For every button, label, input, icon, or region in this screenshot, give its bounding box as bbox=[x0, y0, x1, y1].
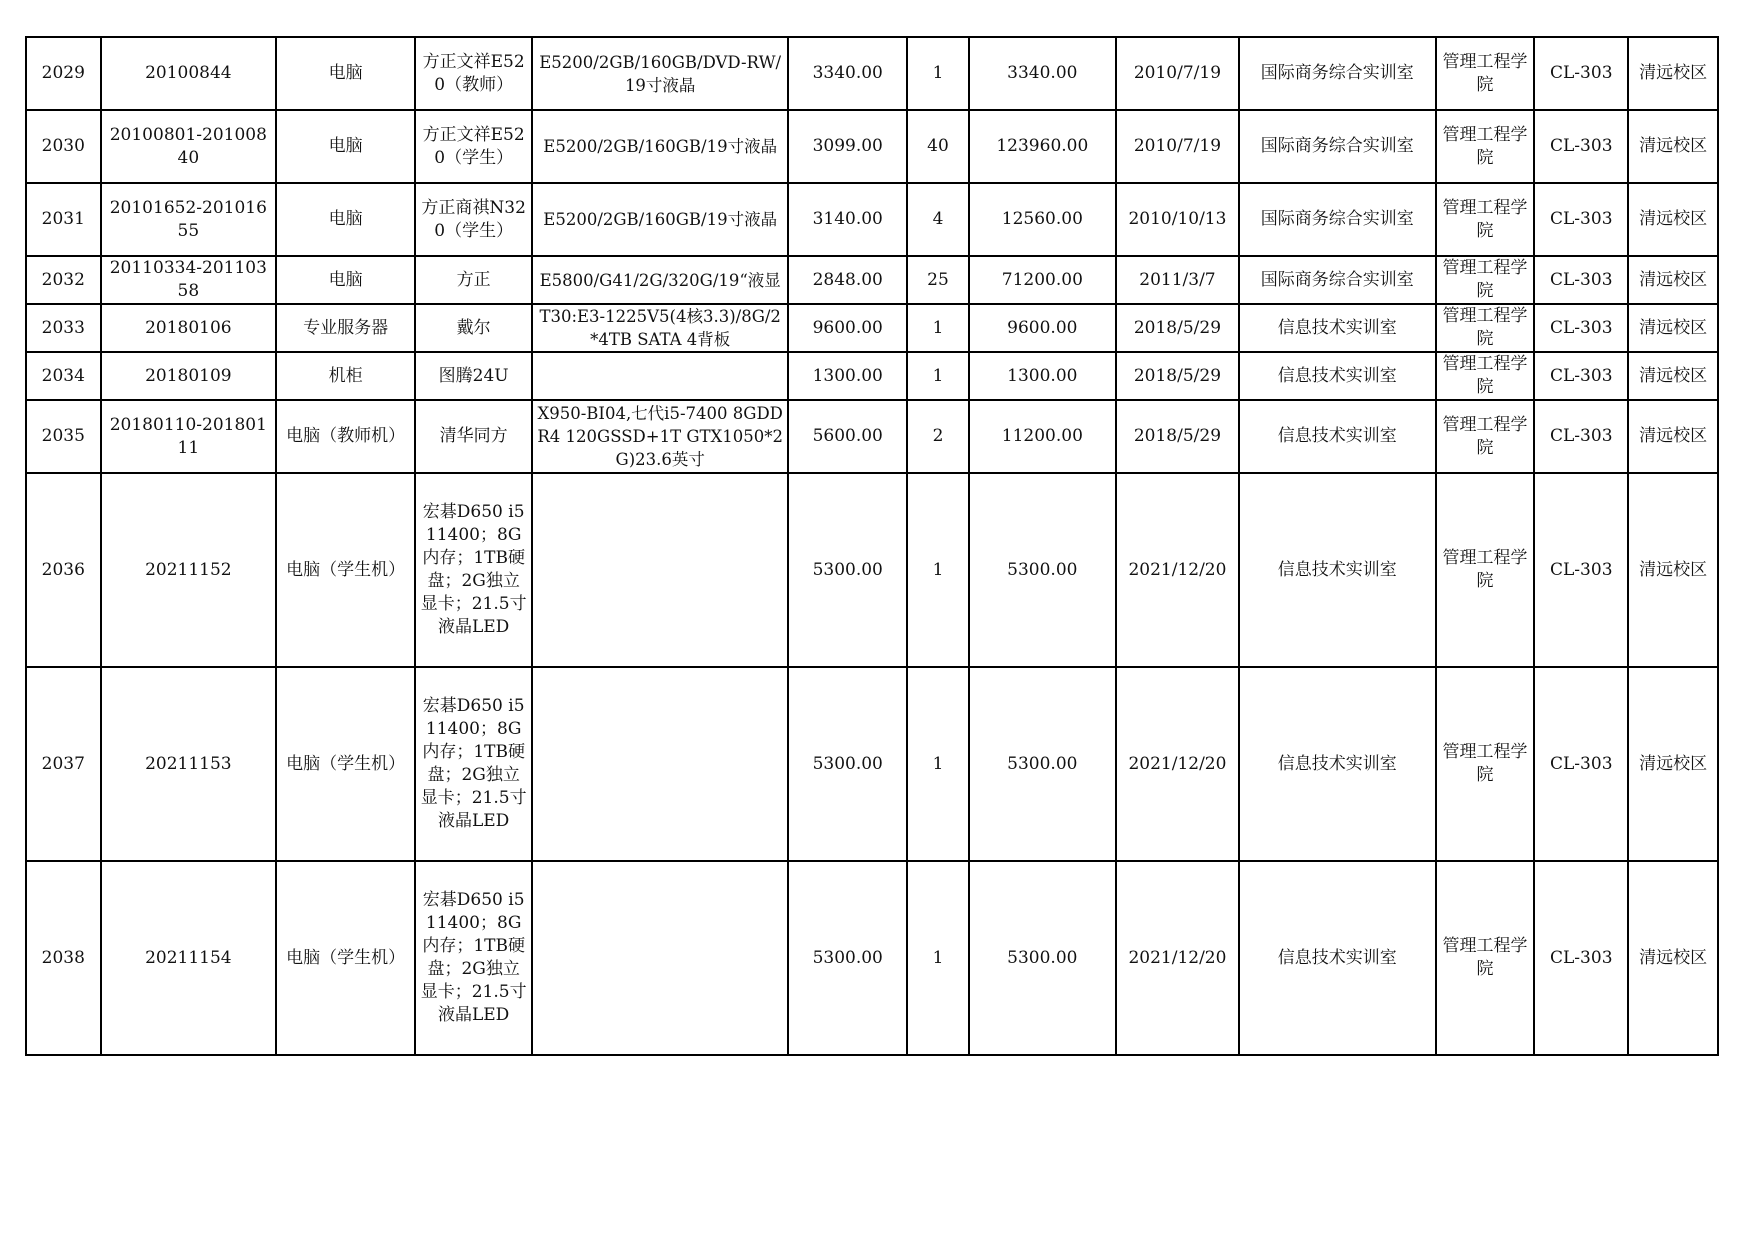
cell-amount: 5300.00 bbox=[969, 473, 1116, 667]
cell-dept: 管理工程学院 bbox=[1436, 861, 1535, 1055]
cell-name: 电脑 bbox=[276, 256, 415, 304]
cell-room: CL-303 bbox=[1534, 400, 1628, 473]
cell-room: CL-303 bbox=[1534, 183, 1628, 256]
cell-spec bbox=[532, 667, 788, 861]
cell-seq: 2033 bbox=[26, 304, 101, 352]
cell-model: 方正文祥E520（教师） bbox=[415, 37, 532, 110]
cell-qty: 1 bbox=[907, 304, 969, 352]
cell-amount: 123960.00 bbox=[969, 110, 1116, 183]
cell-dept: 管理工程学院 bbox=[1436, 400, 1535, 473]
cell-unit-price: 3340.00 bbox=[788, 37, 907, 110]
cell-name: 电脑（学生机） bbox=[276, 473, 415, 667]
cell-date: 2010/10/13 bbox=[1116, 183, 1239, 256]
cell-spec: T30:E3-1225V5(4核3.3)/8G/2*4TB SATA 4背板 bbox=[532, 304, 788, 352]
cell-amount: 5300.00 bbox=[969, 667, 1116, 861]
cell-name: 电脑 bbox=[276, 37, 415, 110]
cell-unit-price: 5600.00 bbox=[788, 400, 907, 473]
cell-campus: 清远校区 bbox=[1628, 400, 1718, 473]
cell-spec bbox=[532, 473, 788, 667]
cell-dept: 管理工程学院 bbox=[1436, 37, 1535, 110]
cell-unit-price: 3140.00 bbox=[788, 183, 907, 256]
cell-spec: X950-BI04,七代i5-7400 8GDDR4 120GSSD+1T GTX1050*2G)23.6英寸 bbox=[532, 400, 788, 473]
cell-room: CL-303 bbox=[1534, 667, 1628, 861]
cell-seq: 2034 bbox=[26, 352, 101, 400]
cell-campus: 清远校区 bbox=[1628, 304, 1718, 352]
cell-unit-price: 3099.00 bbox=[788, 110, 907, 183]
cell-name: 电脑（教师机） bbox=[276, 400, 415, 473]
cell-asset-no: 20180110-20180111 bbox=[101, 400, 276, 473]
cell-date: 2018/5/29 bbox=[1116, 304, 1239, 352]
cell-campus: 清远校区 bbox=[1628, 110, 1718, 183]
cell-model: 清华同方 bbox=[415, 400, 532, 473]
cell-model: 宏碁D650 i5 11400；8G内存；1TB硬盘；2G独立显卡；21.5寸液晶LED bbox=[415, 667, 532, 861]
cell-location: 信息技术实训室 bbox=[1239, 400, 1436, 473]
table-row bbox=[26, 352, 1718, 400]
cell-seq: 2029 bbox=[26, 37, 101, 110]
cell-dept: 管理工程学院 bbox=[1436, 473, 1535, 667]
cell-spec: E5200/2GB/160GB/19寸液晶 bbox=[532, 110, 788, 183]
table-row bbox=[26, 861, 1718, 1055]
cell-amount: 71200.00 bbox=[969, 256, 1116, 304]
cell-asset-no: 20211153 bbox=[101, 667, 276, 861]
cell-spec bbox=[532, 352, 788, 400]
cell-spec: E5800/G41/2G/320G/19“液显 bbox=[532, 256, 788, 304]
cell-amount: 1300.00 bbox=[969, 352, 1116, 400]
cell-model: 方正文祥E520（学生） bbox=[415, 110, 532, 183]
cell-location: 信息技术实训室 bbox=[1239, 473, 1436, 667]
cell-dept: 管理工程学院 bbox=[1436, 256, 1535, 304]
cell-qty: 4 bbox=[907, 183, 969, 256]
cell-location: 国际商务综合实训室 bbox=[1239, 110, 1436, 183]
cell-date: 2021/12/20 bbox=[1116, 667, 1239, 861]
cell-location: 国际商务综合实训室 bbox=[1239, 183, 1436, 256]
cell-qty: 2 bbox=[907, 400, 969, 473]
cell-campus: 清远校区 bbox=[1628, 352, 1718, 400]
cell-asset-no: 20211154 bbox=[101, 861, 276, 1055]
cell-model: 宏碁D650 i5 11400；8G内存；1TB硬盘；2G独立显卡；21.5寸液晶LED bbox=[415, 473, 532, 667]
cell-qty: 1 bbox=[907, 473, 969, 667]
asset-table bbox=[25, 36, 1719, 1056]
cell-model: 戴尔 bbox=[415, 304, 532, 352]
cell-spec bbox=[532, 861, 788, 1055]
cell-name: 电脑（学生机） bbox=[276, 667, 415, 861]
cell-amount: 11200.00 bbox=[969, 400, 1116, 473]
cell-room: CL-303 bbox=[1534, 110, 1628, 183]
cell-campus: 清远校区 bbox=[1628, 183, 1718, 256]
cell-room: CL-303 bbox=[1534, 304, 1628, 352]
cell-campus: 清远校区 bbox=[1628, 861, 1718, 1055]
table-row bbox=[26, 37, 1718, 110]
cell-spec: E5200/2GB/160GB/19寸液晶 bbox=[532, 183, 788, 256]
cell-unit-price: 1300.00 bbox=[788, 352, 907, 400]
table-row bbox=[26, 667, 1718, 861]
cell-unit-price: 5300.00 bbox=[788, 473, 907, 667]
cell-qty: 1 bbox=[907, 667, 969, 861]
cell-dept: 管理工程学院 bbox=[1436, 183, 1535, 256]
cell-dept: 管理工程学院 bbox=[1436, 110, 1535, 183]
cell-location: 信息技术实训室 bbox=[1239, 667, 1436, 861]
cell-date: 2021/12/20 bbox=[1116, 473, 1239, 667]
cell-seq: 2030 bbox=[26, 110, 101, 183]
cell-amount: 9600.00 bbox=[969, 304, 1116, 352]
table-row bbox=[26, 473, 1718, 667]
cell-asset-no: 20180109 bbox=[101, 352, 276, 400]
cell-qty: 1 bbox=[907, 37, 969, 110]
cell-room: CL-303 bbox=[1534, 256, 1628, 304]
cell-asset-no: 20100844 bbox=[101, 37, 276, 110]
cell-name: 电脑（学生机） bbox=[276, 861, 415, 1055]
cell-unit-price: 9600.00 bbox=[788, 304, 907, 352]
cell-qty: 40 bbox=[907, 110, 969, 183]
cell-date: 2021/12/20 bbox=[1116, 861, 1239, 1055]
cell-amount: 12560.00 bbox=[969, 183, 1116, 256]
cell-location: 信息技术实训室 bbox=[1239, 304, 1436, 352]
cell-campus: 清远校区 bbox=[1628, 473, 1718, 667]
cell-seq: 2037 bbox=[26, 667, 101, 861]
cell-campus: 清远校区 bbox=[1628, 256, 1718, 304]
cell-spec: E5200/2GB/160GB/DVD-RW/19寸液晶 bbox=[532, 37, 788, 110]
cell-date: 2018/5/29 bbox=[1116, 400, 1239, 473]
cell-asset-no: 20211152 bbox=[101, 473, 276, 667]
cell-name: 电脑 bbox=[276, 110, 415, 183]
table-body bbox=[26, 37, 1718, 1055]
table-row bbox=[26, 110, 1718, 183]
cell-model: 方正 bbox=[415, 256, 532, 304]
cell-unit-price: 5300.00 bbox=[788, 667, 907, 861]
cell-room: CL-303 bbox=[1534, 473, 1628, 667]
cell-asset-no: 20180106 bbox=[101, 304, 276, 352]
cell-unit-price: 5300.00 bbox=[788, 861, 907, 1055]
cell-date: 2011/3/7 bbox=[1116, 256, 1239, 304]
cell-dept: 管理工程学院 bbox=[1436, 352, 1535, 400]
cell-asset-no: 20110334-20110358 bbox=[101, 256, 276, 304]
cell-room: CL-303 bbox=[1534, 352, 1628, 400]
cell-seq: 2031 bbox=[26, 183, 101, 256]
cell-seq: 2032 bbox=[26, 256, 101, 304]
cell-name: 专业服务器 bbox=[276, 304, 415, 352]
cell-dept: 管理工程学院 bbox=[1436, 304, 1535, 352]
cell-campus: 清远校区 bbox=[1628, 37, 1718, 110]
cell-campus: 清远校区 bbox=[1628, 667, 1718, 861]
cell-location: 信息技术实训室 bbox=[1239, 861, 1436, 1055]
cell-qty: 25 bbox=[907, 256, 969, 304]
table-row bbox=[26, 183, 1718, 256]
cell-seq: 2038 bbox=[26, 861, 101, 1055]
cell-date: 2010/7/19 bbox=[1116, 110, 1239, 183]
cell-location: 信息技术实训室 bbox=[1239, 352, 1436, 400]
cell-asset-no: 20100801-20100840 bbox=[101, 110, 276, 183]
cell-date: 2010/7/19 bbox=[1116, 37, 1239, 110]
cell-model: 图腾24U bbox=[415, 352, 532, 400]
cell-location: 国际商务综合实训室 bbox=[1239, 37, 1436, 110]
cell-seq: 2035 bbox=[26, 400, 101, 473]
cell-name: 机柜 bbox=[276, 352, 415, 400]
table-row bbox=[26, 400, 1718, 473]
table-row bbox=[26, 256, 1718, 304]
cell-asset-no: 20101652-20101655 bbox=[101, 183, 276, 256]
cell-amount: 3340.00 bbox=[969, 37, 1116, 110]
cell-location: 国际商务综合实训室 bbox=[1239, 256, 1436, 304]
cell-amount: 5300.00 bbox=[969, 861, 1116, 1055]
cell-qty: 1 bbox=[907, 861, 969, 1055]
table-row bbox=[26, 304, 1718, 352]
cell-model: 方正商祺N320（学生） bbox=[415, 183, 532, 256]
cell-unit-price: 2848.00 bbox=[788, 256, 907, 304]
cell-dept: 管理工程学院 bbox=[1436, 667, 1535, 861]
cell-seq: 2036 bbox=[26, 473, 101, 667]
cell-qty: 1 bbox=[907, 352, 969, 400]
cell-date: 2018/5/29 bbox=[1116, 352, 1239, 400]
cell-room: CL-303 bbox=[1534, 861, 1628, 1055]
cell-model: 宏碁D650 i5 11400；8G内存；1TB硬盘；2G独立显卡；21.5寸液晶LED bbox=[415, 861, 532, 1055]
cell-name: 电脑 bbox=[276, 183, 415, 256]
cell-room: CL-303 bbox=[1534, 37, 1628, 110]
